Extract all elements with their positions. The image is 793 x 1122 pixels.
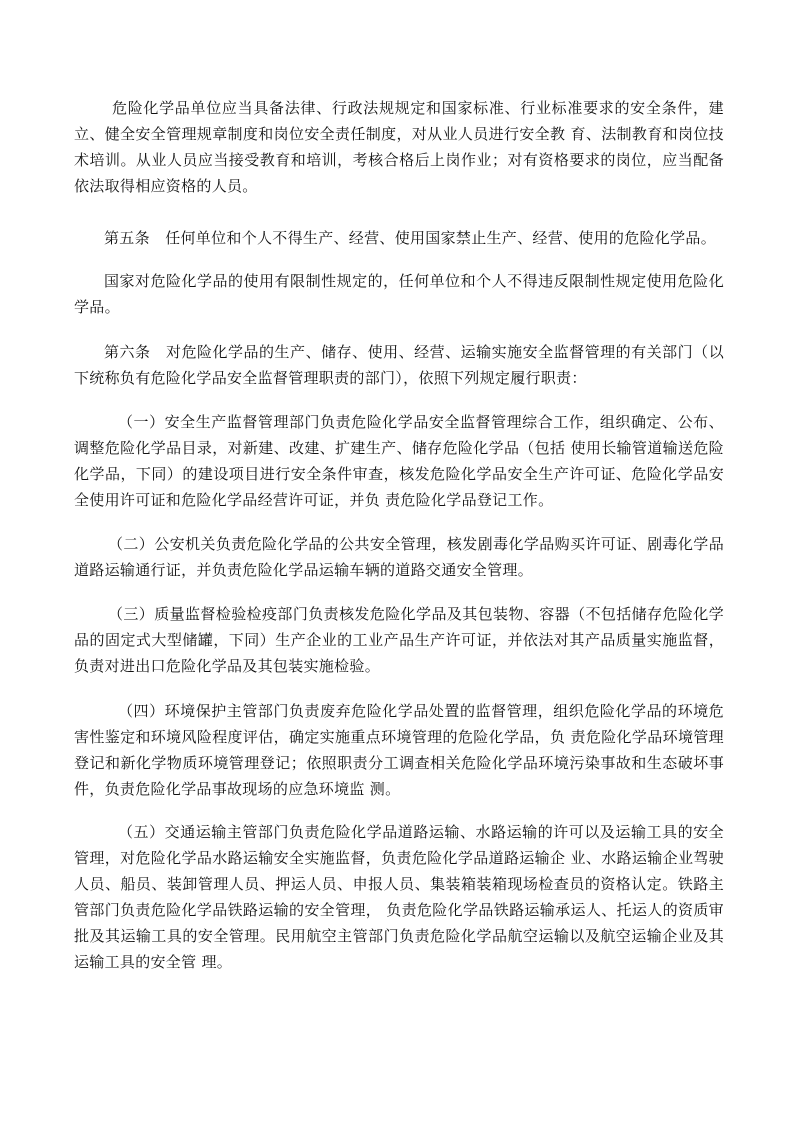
paragraph-item-2: （二）公安机关负责危险化学品的公共安全管理，核发剧毒化学品购买许可证、剧毒化学品道路运输通行证，并负责危险化学品运输车辆的道路交通安全管理。 [74, 535, 724, 579]
paragraph-item-3: （三）质量监督检验检疫部门负责核发危险化学品及其包装物、容器（不包括储存危险化学品的固定式大型储罐，下同）生产企业的工业产品生产许可证，并依法对其产品质量实施监督，负责对进出口危险化学品及其包装实施检验。 [74, 605, 724, 675]
paragraph-item-1: （一）安全生产监督管理部门负责危险化学品安全监督管理综合工作，组织确定、公布、调整危险化学品目录，对新建、改建、扩建生产、储存危险化学品（包括 使用长输管道输送危险化学品，下同）的建设项目进行安全条件审查，核发危险化学品安全生产许可证、危险化学品安全使用许可证和危险化学品经营许可证，并负 责危险化学品登记工作。 [74, 413, 724, 509]
paragraph-restricted-use: 国家对危险化学品的使用有限制性规定的，任何单位和个人不得违反限制性规定使用危险化学品。 [74, 272, 724, 316]
paragraph-item-5: （五）交通运输主管部门负责危险化学品道路运输、水路运输的许可以及运输工具的安全管理，对危险化学品水路运输安全实施监督，负责危险化学品道路运输企 业、水路运输企业驾驶人员、船员、装卸管理人员、押运人员、申报人员、集装箱装箱现场检查员的资格认定。铁路主管部门负责危险化学品铁路运输的安全管理， 负责危险化学品铁路运输承运人、托运人的资质审批及其运输工具的安全管理。民用航空主管部门负责危险化学品航空运输以及航空运输企业及其运输工具的安全管 理。 [74, 823, 724, 971]
paragraph-safety-conditions: 危险化学品单位应当具备法律、行政法规规定和国家标准、行业标准要求的安全条件，建立、健全安全管理规章制度和岗位安全责任制度，对从业人员进行安全教 育、法制教育和岗位技术培训。从业人员应当接受教育和培训，考核合格后上岗作业；对有资格要求的岗位，应当配备依法取得相应资格的人员。 [74, 99, 724, 195]
paragraph-item-4: （四）环境保护主管部门负责废弃危险化学品处置的监督管理，组织危险化学品的环境危害性鉴定和环境风险程度评估，确定实施重点环境管理的危险化学品，负 责危险化学品环境管理登记和新化学物质环境管理登记；依照职责分工调查相关危险化学品环境污染事故和生态破坏事件，负责危险化学品事故现场的应急环境监 测。 [74, 702, 724, 798]
paragraph-article-6: 第六条 对危险化学品的生产、储存、使用、经营、运输实施安全监督管理的有关部门（以下统称负有危险化学品安全监督管理职责的部门），依照下列规定履行职责： [74, 343, 724, 387]
paragraph-article-5: 第五条 任何单位和个人不得生产、经营、使用国家禁止生产、经营、使用的危险化学品。 [104, 229, 717, 247]
